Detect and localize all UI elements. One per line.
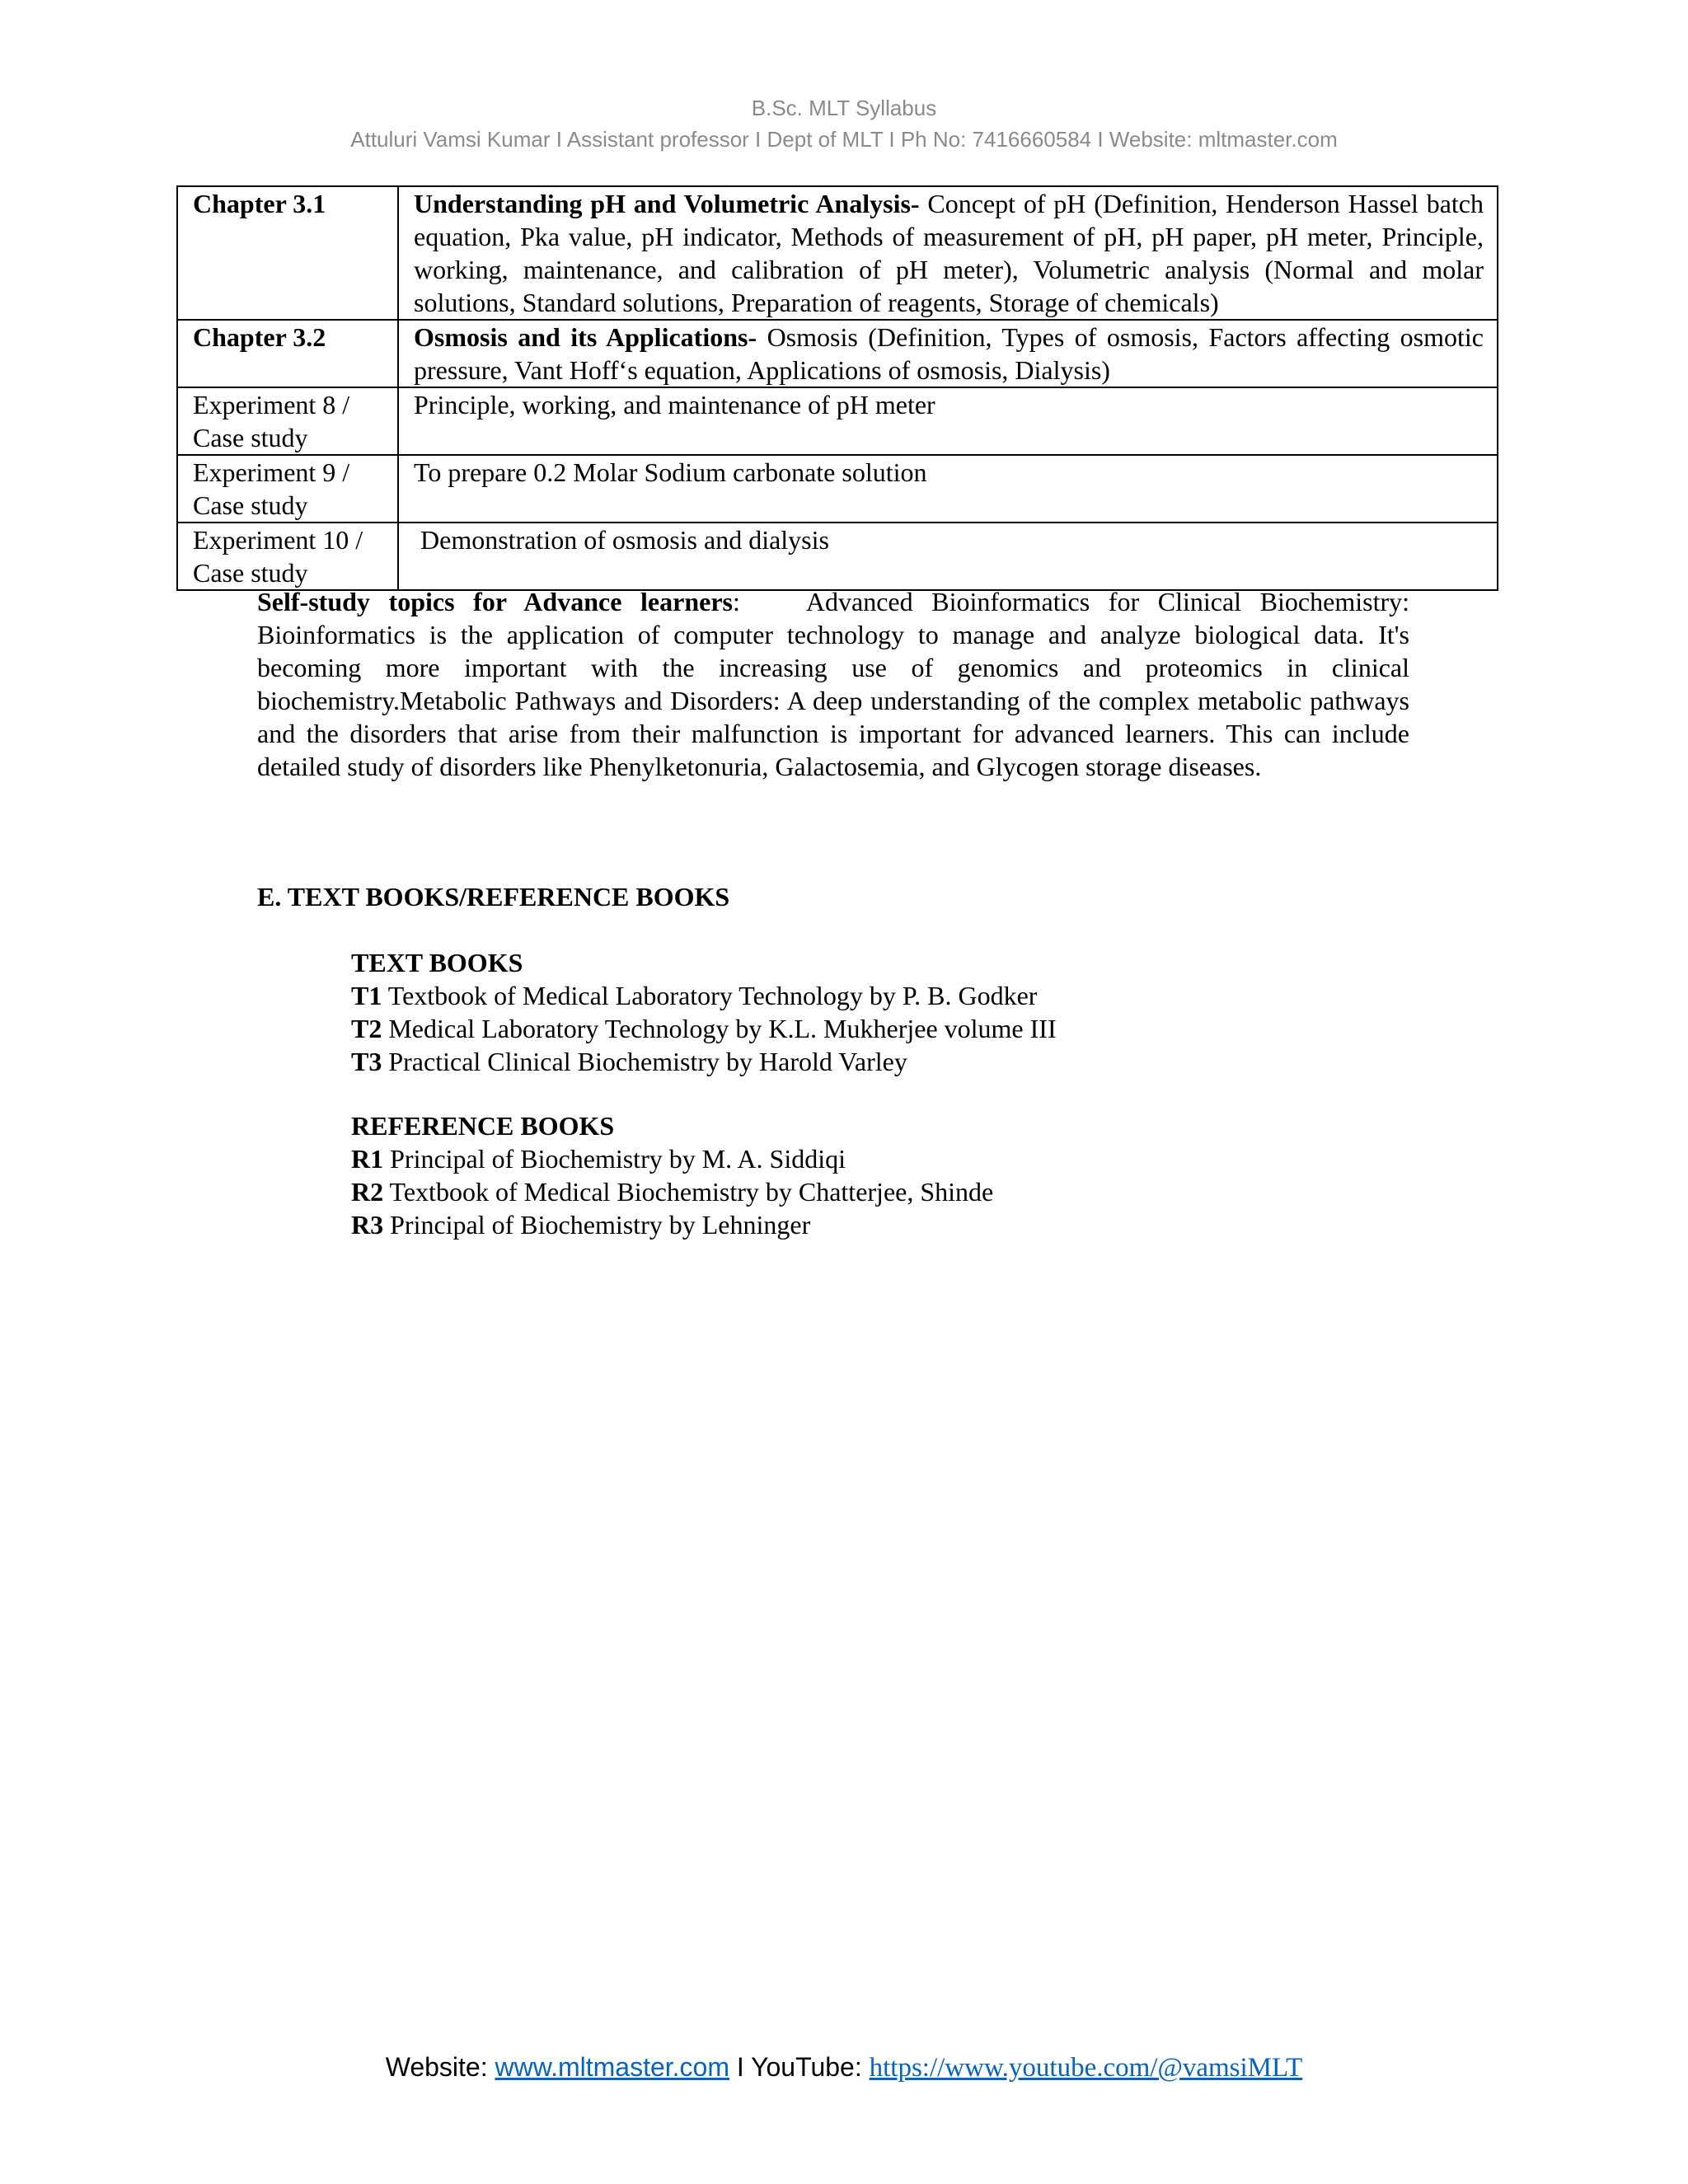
website-link[interactable]: www.mltmaster.com <box>495 2052 729 2082</box>
book-code: R2 <box>351 1177 384 1207</box>
row-label: Chapter 3.2 <box>177 320 398 387</box>
row-topic-title: Osmosis and its Applications- <box>414 322 757 352</box>
row-label <box>177 523 398 590</box>
book-title: Practical Clinical Biochemistry by Harold Varley <box>382 1047 907 1076</box>
table-row <box>177 387 1498 455</box>
text-books-list <box>351 946 1057 1078</box>
self-study-paragraph <box>257 585 1409 783</box>
footer-separator: I YouTube: <box>729 2052 870 2082</box>
book-code: T3 <box>351 1047 382 1076</box>
row-label-line: Experiment 8 / <box>193 390 350 419</box>
row-topic-title: Understanding pH and Volumetric Analysis- <box>414 189 920 218</box>
book-code: T2 <box>351 1014 382 1043</box>
list-item <box>351 1012 1057 1045</box>
header-title: B.Sc. MLT Syllabus <box>751 96 937 120</box>
row-content <box>398 320 1498 387</box>
book-title: Textbook of Medical Laboratory Technology by P. B. Godker <box>382 981 1038 1010</box>
youtube-link[interactable]: https://www.youtube.com/@vamsiMLT <box>869 2053 1303 2083</box>
row-label-line: Case study <box>193 423 308 452</box>
page-footer <box>0 2050 1688 2084</box>
footer-website-label: Website: <box>385 2052 495 2082</box>
list-item <box>351 979 1057 1012</box>
row-content <box>398 186 1498 320</box>
row-topic-text: Osmosis (Definition, Types of osmosis, Factors affecting osmotic pressure, Vant Hoff‘s equation, Applications of osmosis, Dialysis) <box>414 322 1484 385</box>
row-label-line: Case study <box>193 490 308 520</box>
book-title: Principal of Biochemistry by Lehninger <box>383 1210 811 1240</box>
reference-books-list <box>351 1109 993 1241</box>
table-row <box>177 523 1498 590</box>
row-content <box>398 523 1498 590</box>
list-item <box>351 1045 1057 1078</box>
self-study-label: Self-study topics for Advance learners <box>257 587 733 616</box>
row-label-line: Experiment 9 / <box>193 457 350 487</box>
syllabus-table <box>176 185 1498 591</box>
header-subtitle: Attuluri Vamsi Kumar I Assistant professor I Dept of MLT I Ph No: 7416660584 I Website: mltmaster.com <box>350 127 1338 152</box>
row-label <box>177 455 398 523</box>
section-title: E. TEXT BOOKS/REFERENCE BOOKS <box>257 882 730 912</box>
table-row <box>177 320 1498 387</box>
row-text: Demonstration of osmosis and dialysis <box>420 525 829 555</box>
book-title: Medical Laboratory Technology by K.L. Mukherjee volume III <box>382 1014 1057 1043</box>
row-label: Chapter 3.1 <box>177 186 398 320</box>
book-code: R3 <box>351 1210 384 1240</box>
table-row <box>177 455 1498 523</box>
book-title: Principal of Biochemistry by M. A. Siddiqi <box>383 1144 846 1174</box>
book-code: R1 <box>351 1144 384 1174</box>
list-item <box>351 1208 993 1241</box>
row-content: Principle, working, and maintenance of pH meter <box>398 387 1498 455</box>
row-content: To prepare 0.2 Molar Sodium carbonate solution <box>398 455 1498 523</box>
row-label <box>177 387 398 455</box>
text-books-heading: TEXT BOOKS <box>351 948 523 977</box>
list-item <box>351 1175 993 1208</box>
row-label-line: Experiment 10 / <box>193 525 363 555</box>
table-row <box>177 186 1498 320</box>
list-item <box>351 1142 993 1175</box>
self-study-text: Advanced Bioinformatics for Clinical Biochemistry: Bioinformatics is the application of computer technology to manage and analyze biological data. It's becoming more important with the increasing use of genomics and proteomics in clinical biochemistry.Metabolic Pathways and Disorders: A deep understanding of the complex metabolic pathways and the disorders that arise from their malfunction is important for advanced learners. This can include detailed study of disorders like Phenylketonuria, Galactosemia, and Glycogen storage diseases. <box>257 587 1409 781</box>
row-topic-text: Concept of pH (Definition, Henderson Hassel batch equation, Pka value, pH indicator, Methods of measurement of pH, pH paper, pH meter, Principle, working, maintenance, and calibration of pH meter), Volumetric analysis (Normal and molar solutions, Standard solutions, Preparation of reagents, Storage of chemicals) <box>414 189 1484 317</box>
reference-books-heading: REFERENCE BOOKS <box>351 1111 615 1141</box>
row-label-line: Case study <box>193 558 308 588</box>
page-header <box>0 92 1688 155</box>
book-title: Textbook of Medical Biochemistry by Chatterjee, Shinde <box>383 1177 994 1207</box>
self-study-colon: : <box>732 587 740 616</box>
book-code: T1 <box>351 981 382 1010</box>
